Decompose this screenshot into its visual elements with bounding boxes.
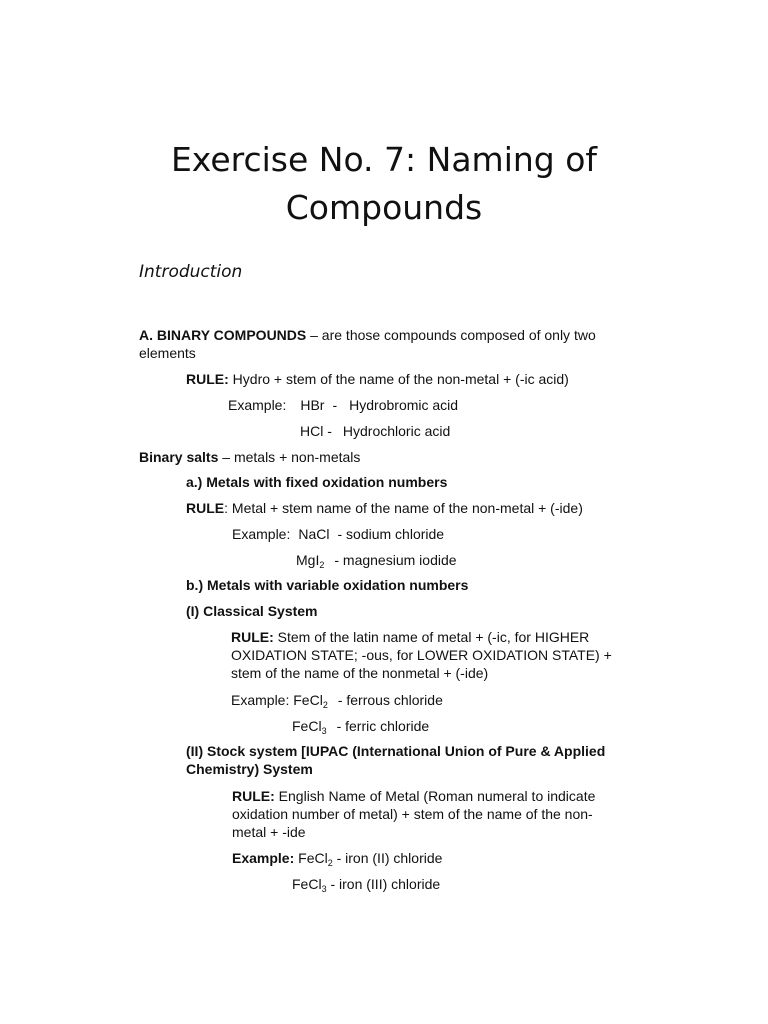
stock-example-2	[292, 875, 440, 893]
compound-name: - iron (III) chloride	[326, 876, 441, 892]
compound-name: - iron (II) chloride	[332, 850, 443, 866]
binary-salts-desc: – metals + non-metals	[218, 449, 361, 465]
formula: HBr	[300, 397, 325, 413]
fixed-oxidation-heading: a.) Metals with fixed oxidation numbers	[186, 474, 448, 490]
compound-name: Hydrobromic acid	[349, 397, 459, 413]
binary-example-2	[300, 422, 450, 440]
binary-compounds-definition	[139, 326, 619, 362]
rule-text: English Name of Metal (Roman numeral to indicate oxidation number of metal) + stem of the name of the non-metal + -ide	[232, 788, 596, 840]
classical-system-heading: (I) Classical System	[186, 603, 318, 619]
example-label: Example:	[231, 692, 290, 708]
compound-name: - magnesium iodide	[334, 552, 457, 568]
rule-label: RULE:	[186, 371, 229, 387]
classical-example-1	[231, 691, 443, 709]
formula: MgI$_2$	[296, 552, 325, 570]
compound-name: - sodium chloride	[337, 526, 445, 542]
rule-label: RULE	[186, 500, 225, 516]
binary-example-1	[228, 396, 458, 414]
binary-rule	[186, 370, 569, 388]
formula: HCl -	[300, 423, 332, 439]
fixed-rule	[186, 499, 583, 517]
classical-example-2	[292, 717, 429, 735]
compound-name: - ferric chloride	[336, 718, 430, 734]
rule-label: RULE:	[231, 629, 274, 645]
binary-compounds-heading: A. BINARY COMPOUNDS	[139, 327, 307, 343]
variable-oxidation-heading: b.) Metals with variable oxidation numbers	[186, 577, 469, 593]
example-label: Example:	[232, 526, 291, 542]
fixed-example-2	[296, 551, 457, 569]
rule-text: : Metal + stem name of the name of the non-metal + (-ide)	[224, 500, 583, 516]
stock-system-heading: (II) Stock system [IUPAC (International Union of Pure & Applied Chemistry) System	[186, 743, 606, 777]
compound-name: - ferrous chloride	[337, 692, 443, 708]
example-label: Example:	[232, 850, 295, 866]
formula: FeCl$_3$	[292, 718, 327, 736]
example-label: Example:	[228, 397, 287, 413]
formula: FeCl$_3$	[292, 876, 327, 894]
binary-salts-definition	[139, 448, 360, 466]
stock-rule	[232, 787, 612, 841]
binary-salts-label: Binary salts	[139, 449, 219, 465]
formula: NaCl	[298, 526, 330, 542]
formula: FeCl$_2$	[293, 692, 328, 710]
binary-compounds-desc: – are those compounds composed of only two elements	[139, 327, 596, 361]
formula: FeCl$_2$	[298, 850, 333, 868]
classical-rule	[231, 628, 616, 682]
dash: -	[332, 397, 338, 413]
compound-name: Hydrochloric acid	[342, 423, 451, 439]
page-title: Exercise No. 7: Naming of Compounds	[170, 140, 598, 227]
rule-text: Hydro + stem of the name of the non-metal + (-ic acid)	[228, 371, 569, 387]
rule-text: Stem of the latin name of metal + (-ic, for HIGHER OXIDATION STATE; -ous, for LOWER OXIDATION STATE) + stem of the name of the nonmetal + (-ide)	[231, 629, 612, 681]
stock-example-1	[232, 849, 442, 867]
section-heading-introduction: Introduction	[139, 262, 243, 282]
fixed-example-1	[232, 525, 444, 543]
rule-label: RULE:	[232, 788, 275, 804]
